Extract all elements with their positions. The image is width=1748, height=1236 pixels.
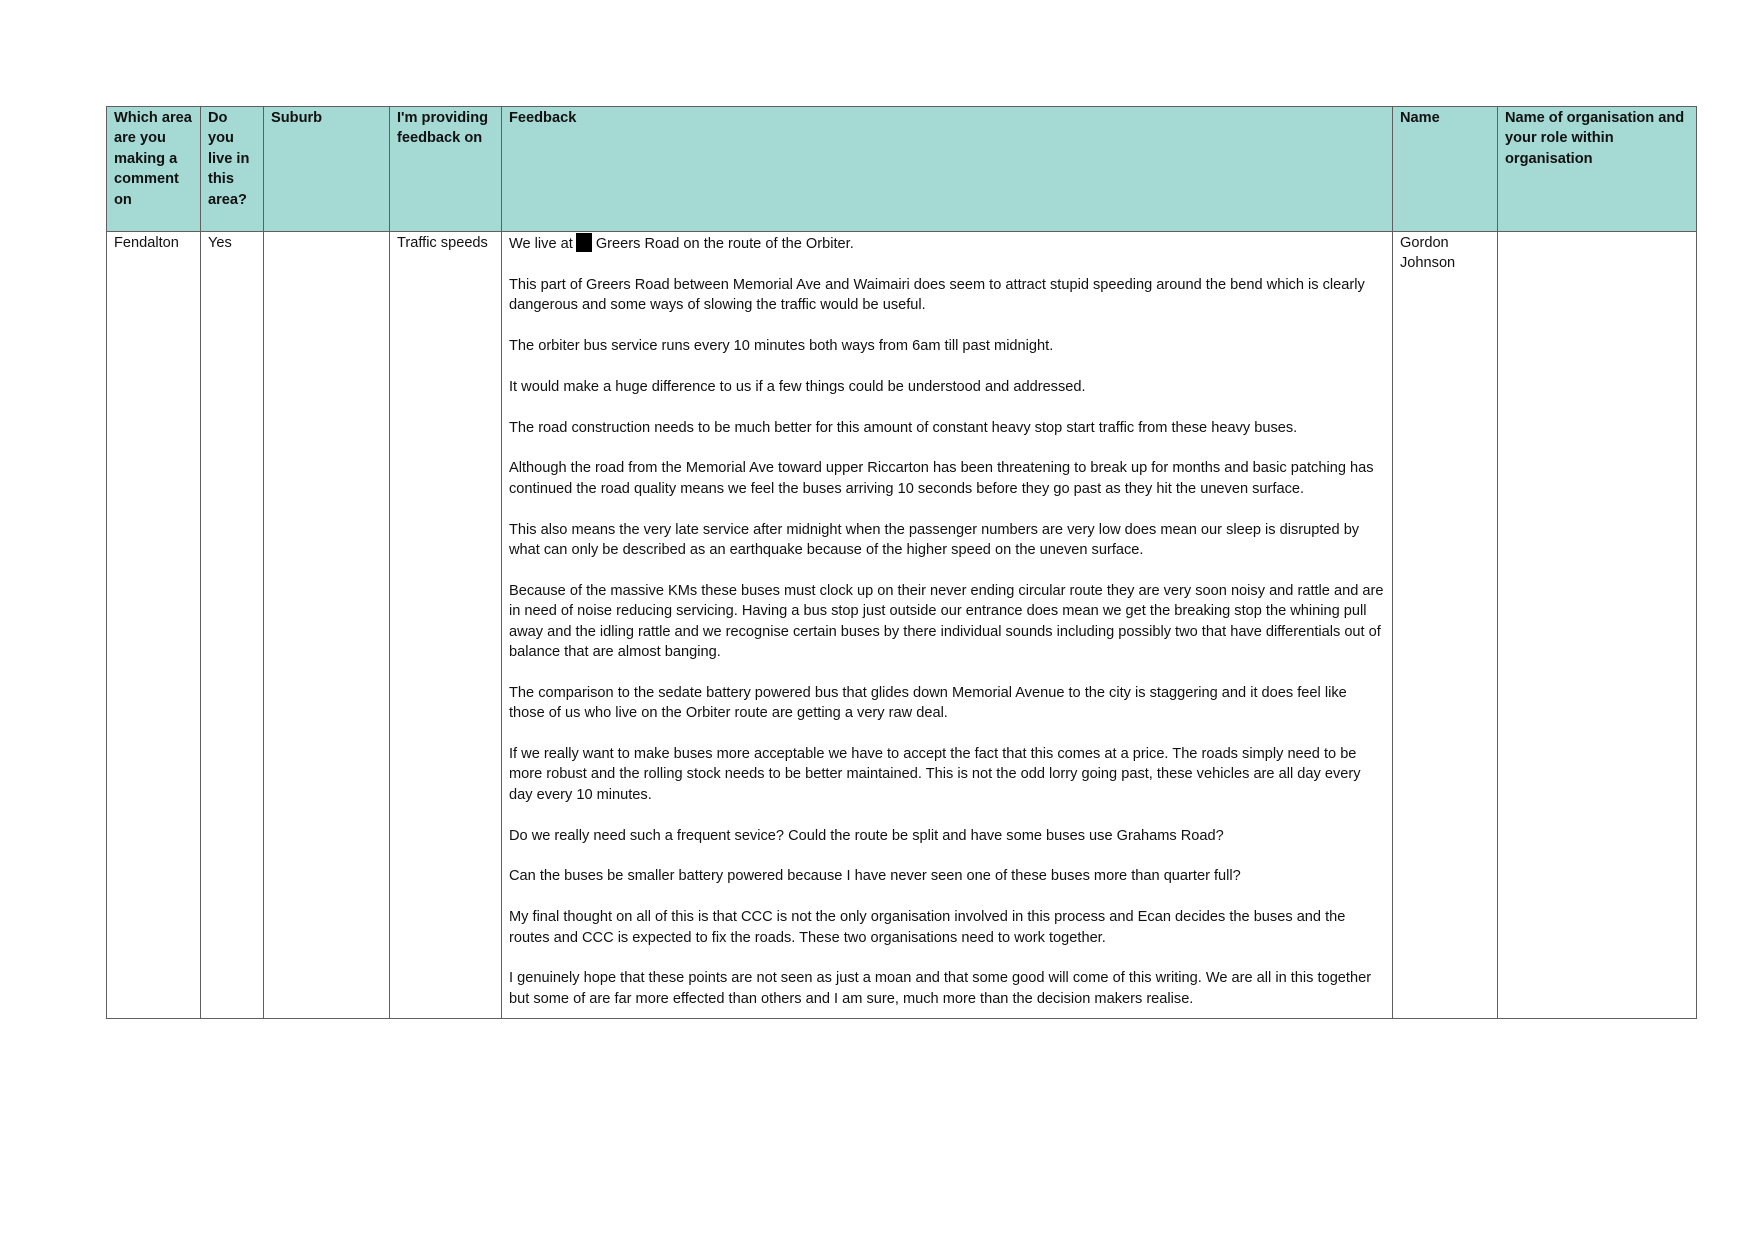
feedback-paragraph: Because of the massive KMs these buses must clock up on their never ending circular route they are very soon noisy and rattle and are in need of noise reducing servicing. Having a bus stop just outside our entrance does mean we get the breaking stop the whining pull away and the idling rattle and we recognise certain buses by there individual sounds including possibly two that have differentials out of balance that are almost banging. xyxy=(509,582,1384,661)
feedback-paragraph-address xyxy=(509,233,1385,254)
header-row xyxy=(107,107,1697,232)
feedback-paragraph: The orbiter bus service runs every 10 minutes both ways from 6am till past midnight. xyxy=(509,338,1054,354)
feedback-paragraph: My final thought on all of this is that CCC is not the only organisation involved in this process and Ecan decides the buses and the routes and CCC is expected to fix the roads. These two organisations need to work together. xyxy=(509,909,1346,946)
feedback-paragraph: Do we really need such a frequent sevice? Could the route be split and have some buses use Grahams Road? xyxy=(509,827,1224,844)
redaction-block xyxy=(576,233,592,252)
feedback-paragraph: Although the road from the Memorial Ave toward upper Riccarton has been threatening to break up for months and basic patching has continued the road quality means we feel the buses arriving 10 seconds before they go past as they hit the uneven surface. xyxy=(509,460,1374,497)
feedback-paragraph: The comparison to the sedate battery powered bus that glides down Memorial Avenue to the city is staggering and it does feel like those of us who live on the Orbiter route are getting a very raw deal. xyxy=(509,684,1347,722)
cell-live-in-area: Yes xyxy=(201,232,264,1019)
header-feedback-on: I'm providing feedback on xyxy=(390,107,502,232)
feedback-paragraph: The road construction needs to be much better for this amount of constant heavy stop start traffic from these heavy buses. xyxy=(509,419,1298,436)
cell-area: Fendalton xyxy=(107,232,201,1019)
cell-name: Gordon Johnson xyxy=(1393,232,1498,1019)
header-organisation: Name of organisation and your role within organisation xyxy=(1498,107,1697,232)
header-live-in-area: Do you live in this area? xyxy=(201,107,264,232)
feedback-address-prefix: We live at xyxy=(509,236,573,252)
feedback-paragraph: If we really want to make buses more acceptable we have to accept the fact that this comes at a price. The roads simply need to be more robust and the rolling stock needs to be better maintained. This is not the odd lorry going past, these vehicles are all day every day every 10 minutes. xyxy=(509,746,1361,803)
cell-feedback-on: Traffic speeds xyxy=(390,232,502,1019)
header-area: Which area are you making a comment on xyxy=(107,107,201,232)
table-row xyxy=(107,232,1697,1019)
feedback-paragraph: I genuinely hope that these points are not seen as just a moan and that some good will come of this writing. We are all in this together but some of are far more effected than others and I am sure, much more than the decision makers realise. xyxy=(509,970,1372,1007)
cell-organisation xyxy=(1498,232,1697,1019)
feedback-table xyxy=(106,106,1697,1019)
feedback-paragraph: It would make a huge difference to us if a few things could be understood and addressed. xyxy=(509,378,1086,395)
feedback-address-suffix: Greers Road on the route of the Orbiter. xyxy=(595,236,854,252)
header-suburb: Suburb xyxy=(264,107,390,232)
cell-suburb xyxy=(264,232,390,1019)
header-name: Name xyxy=(1393,107,1498,232)
cell-feedback xyxy=(502,232,1393,1019)
feedback-paragraph: This also means the very late service after midnight when the passenger numbers are very low does mean our sleep is disrupted by what can only be described as an earthquake because of the higher speed on the uneven surface. xyxy=(509,521,1360,558)
header-feedback: Feedback xyxy=(502,107,1393,232)
feedback-paragraph: This part of Greers Road between Memorial Ave and Waimairi does seem to attract stupid speeding around the bend which is clearly dangerous and some ways of slowing the traffic would be useful. xyxy=(509,276,1365,314)
feedback-paragraph: Can the buses be smaller battery powered because I have never seen one of these buses more than quarter full? xyxy=(509,868,1241,885)
